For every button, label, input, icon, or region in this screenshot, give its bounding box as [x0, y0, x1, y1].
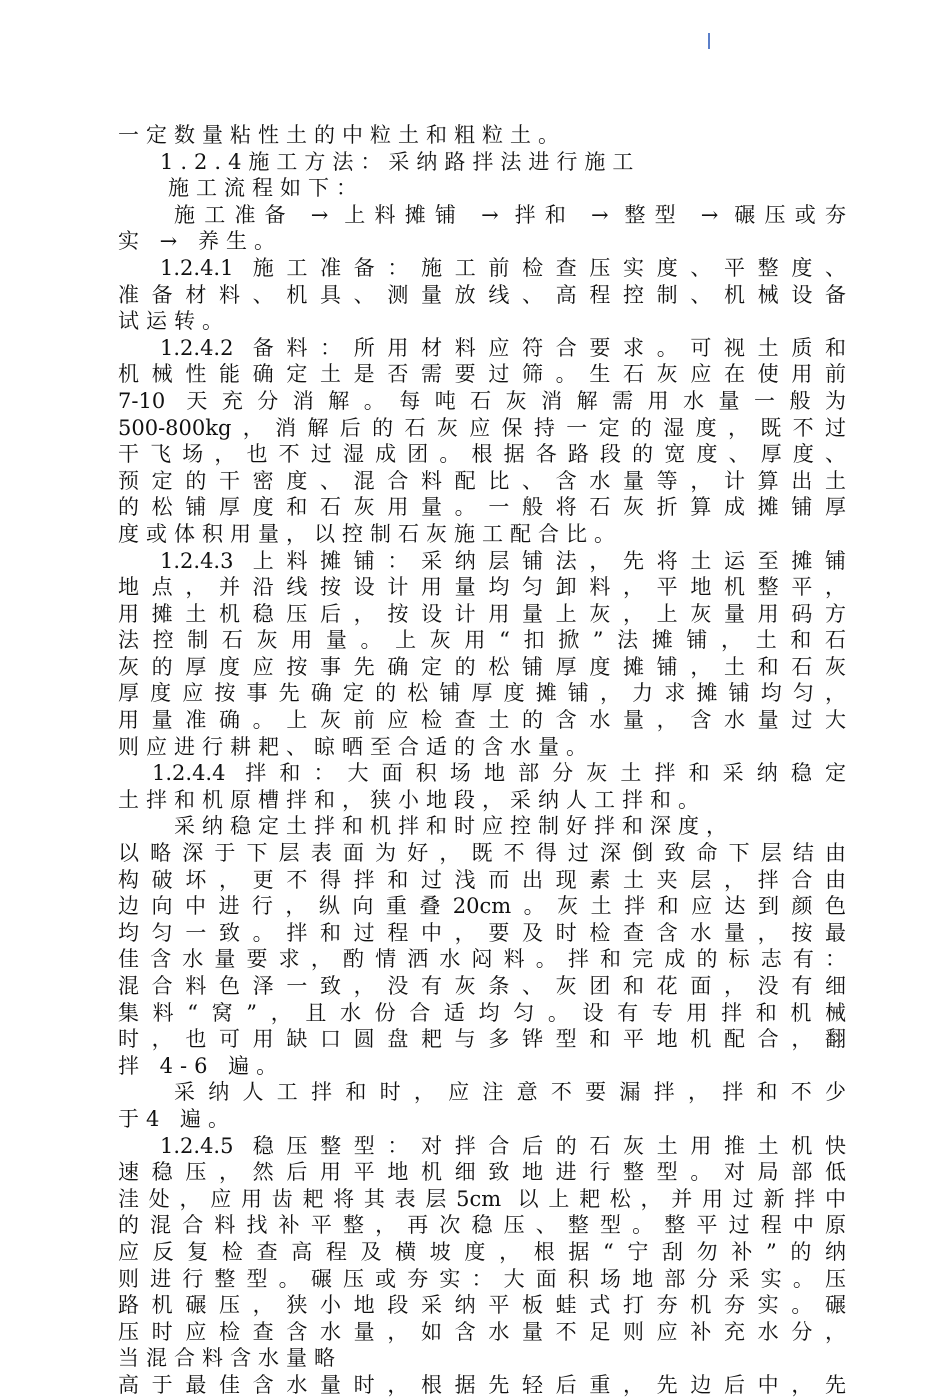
text-line: 混合料色泽一致，没有灰条、灰团和花面，没有细: [118, 974, 846, 998]
text-line: 准备材料、机具、测量放线、高程控制、机械设备: [118, 282, 846, 307]
flow-line: 施工准备 → 上料摊铺 → 拌和 → 整型 → 碾压或夯: [174, 202, 846, 227]
text-line: 则应进行耕耙、晾晒至合适的含水量。: [118, 734, 594, 759]
text-line: 应反复检查高程及横坡度，根据“宁刮勿补”的纳: [118, 1239, 846, 1264]
text-line: 压时应检查含水量，如含水量不足则应补充水分，: [118, 1319, 846, 1344]
text-line: 当混合料含水量略: [118, 1346, 342, 1371]
section-heading: 1.2.4.5 稳压整型：对拌合后的石灰土用推土机快: [160, 1133, 846, 1158]
section-heading: 1.2.4施工方法：采纳路拌法进行施工: [160, 149, 641, 174]
text-line: 边向中进行，纵向重叠20cm。灰土拌和应达到颜色: [118, 894, 846, 919]
text-line: 用摊土机稳压后，按设计用量上灰，上灰量用码方: [118, 601, 846, 626]
text-line: 的松铺厚度和石灰用量。一般将石灰折算成摊铺厚: [118, 495, 846, 520]
text-line: 洼处，应用齿耙将其表层5cm 以上耙松，并用过新拌中: [118, 1186, 846, 1211]
text-line: 路机碾压，狭小地段采纳平板蛙式打夯机夯实。碾: [118, 1293, 846, 1318]
text-line: 干飞场，也不过湿成团。根据各路段的宽度、厚度、: [118, 442, 846, 467]
text-line: 预定的干密度、混合料配比、含水量等，计算出土: [118, 468, 846, 493]
text-line: 于4 遍。: [118, 1106, 237, 1131]
text-line: 高于最佳含水量时，根据先轻后重，先边后中，先: [118, 1372, 846, 1397]
text-line: 采纳人工拌和时，应注意不要漏拌，拌和不少: [174, 1080, 846, 1105]
text-line: 7-10 天充分消解。每吨石灰消解需用水量一般为: [118, 388, 846, 413]
text-line: 施工流程如下：: [168, 176, 364, 201]
text-line: 则进行整型。碾压或夯实：大面积场地部分采实。压: [118, 1266, 846, 1291]
text-line: 用量准确。上灰前应检查土的含水量，含水量过大: [118, 708, 846, 733]
section-heading: 1.2.4.2 备料：所用材料应符合要求。可视土质和: [160, 335, 846, 360]
text-line: 集料“窝”，且水份合适均匀。设有专用拌和机械: [118, 1000, 846, 1025]
text-line: 时，也可用缺口圆盘耙与多铧型和平地机配合，翻: [118, 1027, 846, 1052]
text-line: 的混合料找补平整，再次稳压、整型。整平过程中原: [118, 1213, 846, 1238]
flow-line: 实 → 养生。: [118, 229, 282, 254]
text-cursor-mark: [708, 33, 710, 49]
text-line: 速稳压，然后用平地机细致地进行整型。对局部低: [118, 1160, 846, 1185]
text-line: 机械性能确定土是否需要过筛。生石灰应在使用前: [118, 362, 846, 387]
text-line: 采纳稳定土拌和机拌和时应控制好拌和深度，: [174, 814, 734, 839]
text-line: 均匀一致。拌和过程中，要及时检查含水量，按最: [118, 920, 846, 945]
document-body: [118, 122, 846, 1399]
text-line: 度或体积用量，以控制石灰施工配合比。: [118, 521, 622, 546]
text-line: 厚度应按事先确定的松铺厚度摊铺，力求摊铺均匀，: [118, 681, 846, 706]
text-line: 构破坏，更不得拌和过浅而出现素土夹层，拌合由: [118, 867, 846, 892]
text-line: 土拌和机原槽拌和，狭小地段，采纳人工拌和。: [118, 787, 706, 812]
text-line: 一定数量粘性土的中粒土和粗粒土。: [118, 123, 566, 147]
section-heading: 1.2.4.1 施工准备：施工前检查压实度、平整度、: [160, 255, 846, 280]
section-heading: 1.2.4.4 拌和：大面积场地部分灰土拌和采纳稳定: [152, 761, 846, 786]
text-line: 法控制石灰用量。上灰用“扣掀”法摊铺，土和石: [118, 628, 846, 653]
text-line: 以略深于下层表面为好，既不得过深倒致命下层结由: [118, 841, 846, 866]
text-line: 500-800kg，消解后的石灰应保持一定的湿度，既不过: [118, 415, 846, 440]
text-line: 拌 4-6 遍。: [118, 1053, 285, 1078]
text-line: 地点，并沿线按设计用量均匀卸料，平地机整平，: [118, 575, 846, 600]
section-heading: 1.2.4.3 上料摊铺：采纳层铺法，先将土运至摊铺: [160, 548, 846, 573]
text-line: 灰的厚度应按事先确定的松铺厚度摊铺，土和石灰: [118, 654, 846, 679]
text-line: 佳含水量要求，酌情洒水闷料。拌和完成的标志有：: [118, 947, 846, 972]
text-line: 试运转。: [118, 309, 230, 334]
